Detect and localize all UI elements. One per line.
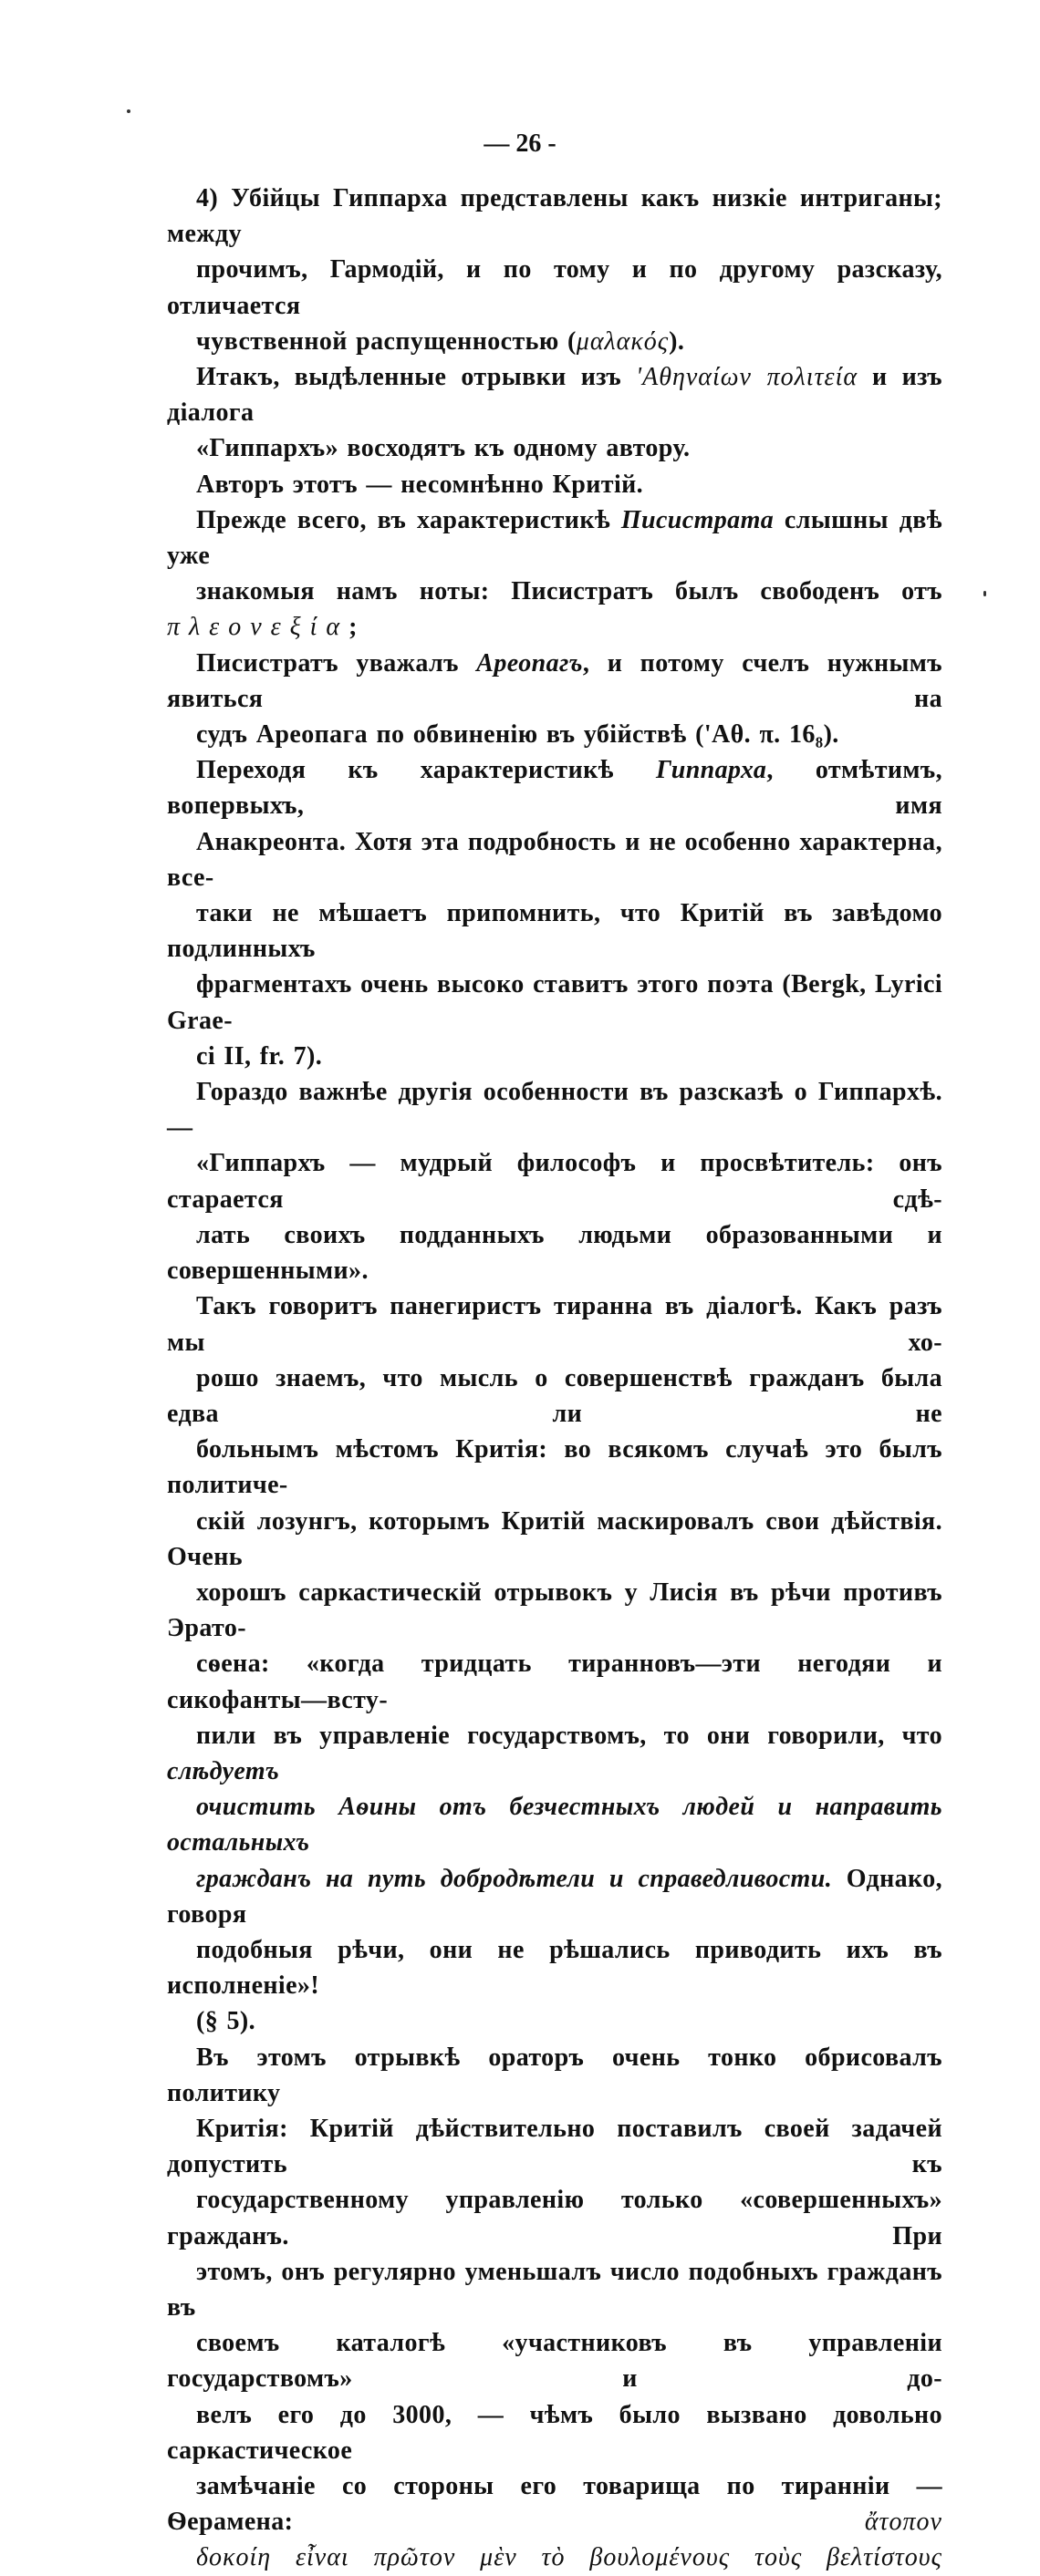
text-line: замѣчаніе со стороны его товарища по тиранніи — Ѳерамена: ἄτοπον	[167, 2472, 942, 2537]
paragraph	[167, 502, 942, 752]
italic-quote: очистить Аѳины отъ безчестныхъ людей и направить остальныхъ	[167, 1793, 942, 1857]
text-line: Въ этомъ отрывкѣ ораторъ очень тонко обрисовалъ политику	[167, 2043, 942, 2107]
text-line: больнымъ мѣстомъ Критія: во всякомъ случаѣ это былъ политиче-	[167, 1435, 942, 1500]
text-line: рошо знаемъ, что мысль о совершенствѣ гражданъ была едва ли не	[167, 1363, 942, 1428]
italic-name: Писистрата	[620, 505, 775, 534]
text-line: судъ Ареопага по обвиненію въ убійствѣ ('Αθ. π. 16₈).	[196, 720, 839, 750]
text-line: Такъ говоритъ панегиристъ тиранна въ діалогѣ. Какъ разъ мы хо-	[167, 1292, 942, 1357]
text-line: «Гиппархъ» восходятъ къ одному автору.	[196, 434, 691, 463]
text-line: прочимъ, Гармодій, и по тому и по другому разсказу, отличается	[167, 255, 942, 320]
italic-name: Ареопагъ	[476, 648, 583, 678]
greek-title: 'Αθηναίων πολιτεία	[636, 363, 858, 392]
paragraph	[167, 2040, 942, 2576]
body-text	[167, 181, 942, 2576]
text-line: знакомыя намъ ноты: Писистратъ былъ свободенъ отъ πλεονεξία;	[167, 577, 942, 642]
paragraph	[167, 467, 942, 502]
text-line: подобныя рѣчи, они не рѣшались приводить ихъ въ исполненіе»!	[167, 1935, 942, 2001]
paragraph	[167, 752, 942, 1074]
text-line: фрагментахъ очень высоко ставитъ этого поэта (Bergk, Lyrici Grae-	[167, 970, 943, 1035]
text-line: (§ 5).	[196, 2007, 256, 2036]
text-line: государственному управленію только «совершенныхъ» гражданъ. При	[167, 2186, 942, 2250]
text-line	[167, 1789, 942, 1860]
text-line: Переходя къ характеристикѣ Гиппарха, отмѣтимъ, вопервыхъ, имя	[167, 756, 942, 821]
text-line: лать своихъ подданныхъ людьми образованными и совершенными».	[167, 1220, 942, 1286]
italic-quote: слѣдуетъ	[167, 1756, 280, 1785]
italic-name: Гиппарха	[655, 756, 767, 785]
text-line: велъ его до 3000, — чѣмъ было вызвано довольно саркастическое	[167, 2400, 942, 2465]
text-line: скій лозунгъ, которымъ Критій маскировалъ свои дѣйствія. Очень	[167, 1506, 942, 1571]
text-line: Гораздо важнѣе другія особенности въ разсказѣ о Гиппархѣ.—	[167, 1078, 942, 1143]
paragraph	[167, 1074, 942, 2039]
text-line: хорошъ саркастическій отрывокъ у Лисія въ рѣчи противъ Эрато-	[167, 1578, 942, 1643]
paragraph	[167, 359, 942, 467]
paragraph	[167, 181, 942, 359]
page-number: — 26 -	[484, 129, 556, 158]
text-line: Прежде всего, въ характеристикѣ Писистрата слышны двѣ уже	[167, 505, 942, 571]
greek-word: ἄτοπον	[864, 2508, 942, 2537]
text-line: чувственной распущенностью (μαλακός).	[196, 326, 685, 356]
text-line: сѳена: «когда тридцать тиранновъ—эти негодяи и сикофанты—всту-	[167, 1650, 942, 1714]
greek-word: πλεονεξία	[167, 613, 349, 642]
italic-quote: гражданъ на путь добродѣтели и справедливости.	[196, 1864, 833, 1893]
ink-speck	[127, 109, 130, 113]
text-line: Авторъ этотъ — несомнѣнно Критій.	[196, 470, 644, 499]
text-line: пили въ управленіе государствомъ, то они говорили, что слѣдуетъ	[167, 1721, 942, 1785]
text-line: гражданъ на путь добродѣтели и справедливости. Однако, говоря	[167, 1864, 943, 1929]
text-line: этомъ, онъ регулярно уменьшалъ число подобныхъ гражданъ въ	[167, 2257, 942, 2322]
text-line: Критія: Критій дѣйствительно поставилъ своей задачей допустить къ	[167, 2114, 942, 2179]
greek-line: δοκοίη εἶναι πρῶτον μὲν τὸ βουλομένους τοὺς βελτίστους	[196, 2543, 942, 2572]
ink-speck	[983, 591, 986, 596]
text-line: Итакъ, выдѣленные отрывки изъ 'Αθηναίων πολιτεία и изъ діалога	[167, 363, 943, 428]
text-line: таки не мѣшаетъ припомнить, что Критій въ завѣдомо подлинныхъ	[167, 899, 942, 964]
text-line: «Гиппархъ — мудрый философъ и просвѣтитель: онъ старается сдѣ-	[167, 1149, 942, 1214]
text-line: своемъ каталогѣ «участниковъ въ управленіи государствомъ» и до-	[167, 2329, 942, 2394]
greek-word: μαλακός	[576, 326, 670, 356]
text-line: Анакреонта. Хотя эта подробность и не особенно характерна, все-	[167, 827, 942, 892]
text-line: ci II, fr. 7).	[196, 1041, 323, 1071]
text-line: Писистратъ уважалъ Ареопагъ, и потому счелъ нужнымъ явиться на	[167, 648, 942, 713]
text-line: 4) Убійцы Гиппарха представлены какъ низкіе интриганы; между	[167, 184, 942, 249]
